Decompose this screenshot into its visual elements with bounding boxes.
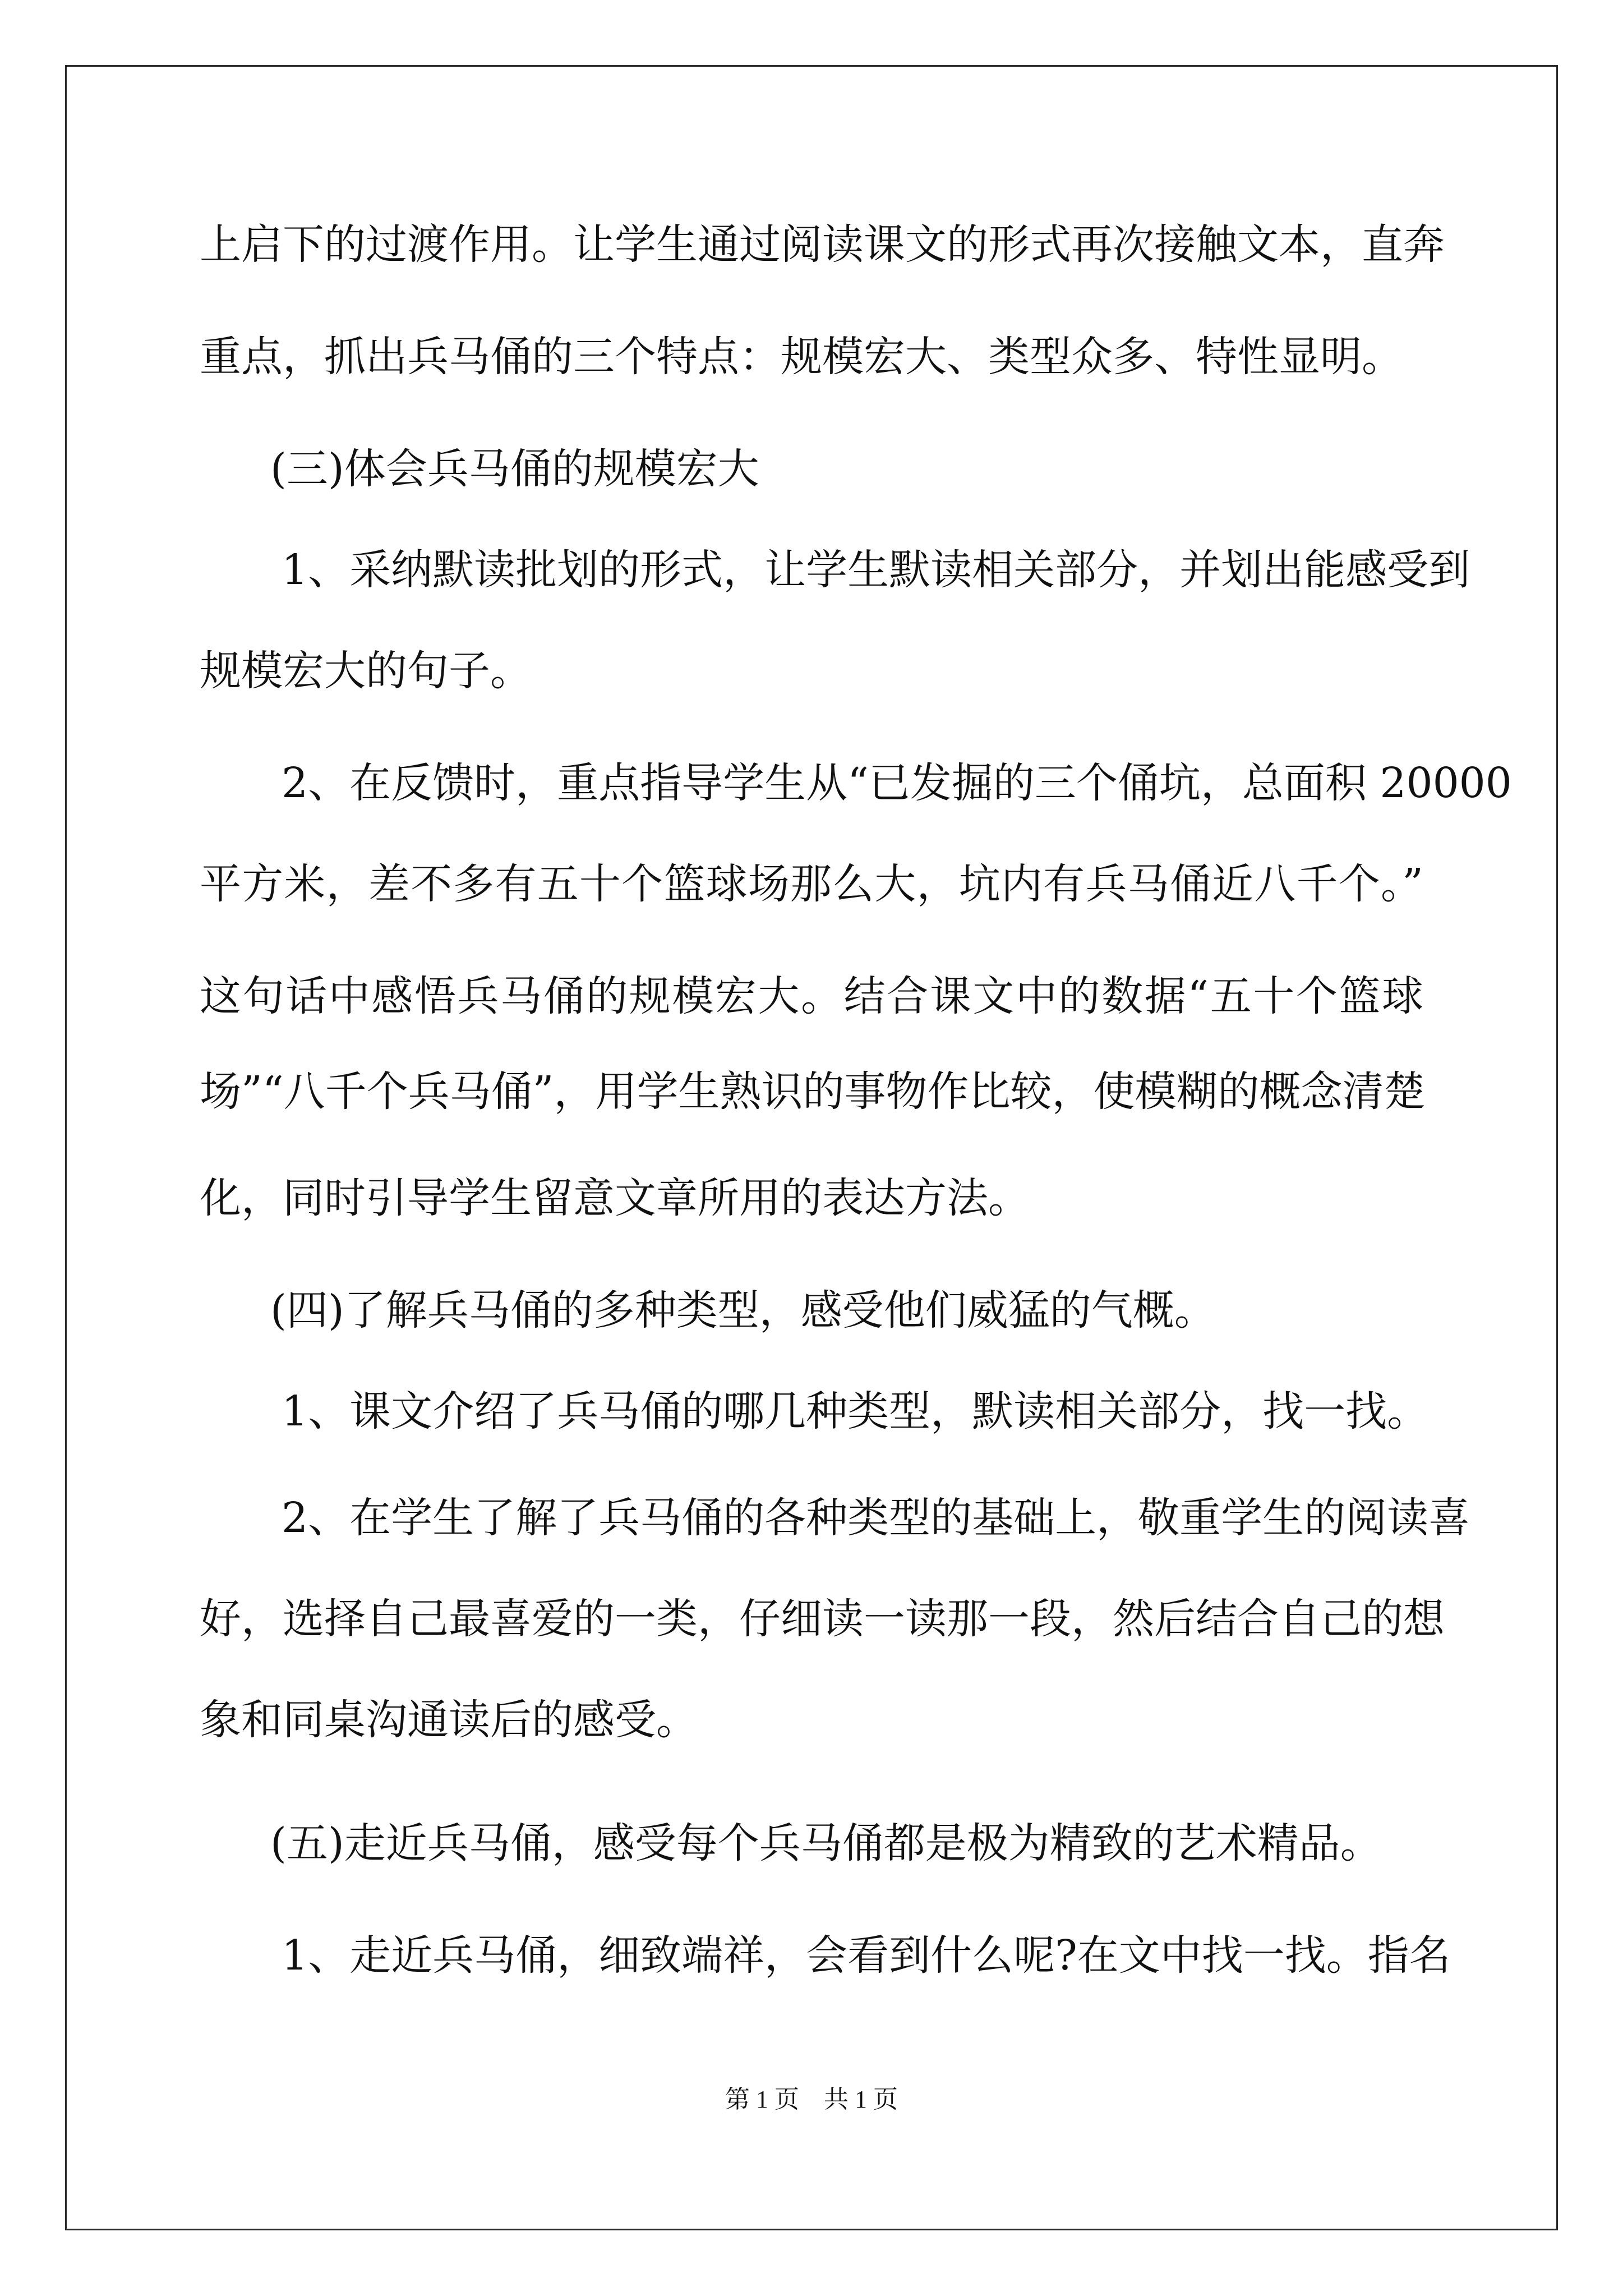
text-line-8	[0, 963, 1623, 1030]
text-line-4-content: 1、采纳默读批划的形式，让学生默读相关部分，并划出能感受到	[282, 546, 1470, 594]
text-line-12-content: 1、课文介绍了兵马俑的哪几种类型，默读相关部分，找一找。	[282, 1387, 1429, 1435]
text-line-1	[0, 211, 1623, 278]
section-heading-11-content: (四)了解兵马俑的多种类型，感受他们威猛的气概。	[270, 1286, 1216, 1335]
text-line-1-content: 上启下的过渡作用。让学生通过阅读课文的形式再次接触文本，直奔	[200, 220, 1445, 269]
page-footer	[0, 2080, 1623, 2119]
text-line-6-content: 2、在反馈时，重点指导学生从“已发掘的三个俑坑，总面积 20000	[282, 759, 1512, 807]
text-line-13	[0, 1484, 1623, 1552]
text-line-17	[0, 1922, 1623, 1989]
text-line-14	[0, 1585, 1623, 1653]
text-line-17-content: 1、走近兵马俑，细致端祥，会看到什么呢?在文中找一找。指名	[282, 1931, 1451, 1980]
section-heading-16-content: (五)走近兵马俑，感受每个兵马俑都是极为精致的艺术精品。	[270, 1819, 1382, 1867]
text-line-12	[0, 1378, 1623, 1445]
page-number-label: 第 1 页 共 1 页	[725, 2086, 898, 2113]
section-heading-3	[0, 435, 1623, 503]
text-line-15-content: 象和同桌沟通读后的感受。	[200, 1696, 698, 1744]
text-line-4	[0, 536, 1623, 604]
text-line-15	[0, 1686, 1623, 1754]
text-line-5	[0, 637, 1623, 705]
text-line-10	[0, 1165, 1623, 1232]
text-line-14-content: 好，选择自己最喜爱的一类，仔细读一读那一段，然后结合自己的想	[200, 1595, 1445, 1643]
text-line-8-content: 这句话中感悟兵马俑的规模宏大。结合课文中的数据“五十个篮球	[200, 972, 1423, 1020]
text-line-7-content: 平方米，差不多有五十个篮球场那么大，坑内有兵马俑近八千个。”	[200, 860, 1423, 908]
text-line-6	[0, 749, 1623, 817]
text-line-2	[0, 323, 1623, 390]
section-heading-11	[0, 1277, 1623, 1344]
text-line-9-content: 场”“八千个兵马俑”，用学生熟识的事物作比较，使模糊的概念清楚	[200, 1068, 1426, 1116]
text-line-13-content: 2、在学生了解了兵马俑的各种类型的基础上，敬重学生的阅读喜	[282, 1494, 1470, 1542]
text-line-9	[0, 1058, 1623, 1125]
text-line-7	[0, 850, 1623, 918]
text-line-10-content: 化，同时引导学生留意文章所用的表达方法。	[200, 1174, 1030, 1222]
text-line-2-content: 重点，抓出兵马俑的三个特点：规模宏大、类型众多、特性显明。	[200, 333, 1403, 381]
text-line-5-content: 规模宏大的句子。	[200, 647, 532, 695]
section-heading-3-content: (三)体会兵马俑的规模宏大	[270, 445, 759, 493]
section-heading-16	[0, 1810, 1623, 1877]
